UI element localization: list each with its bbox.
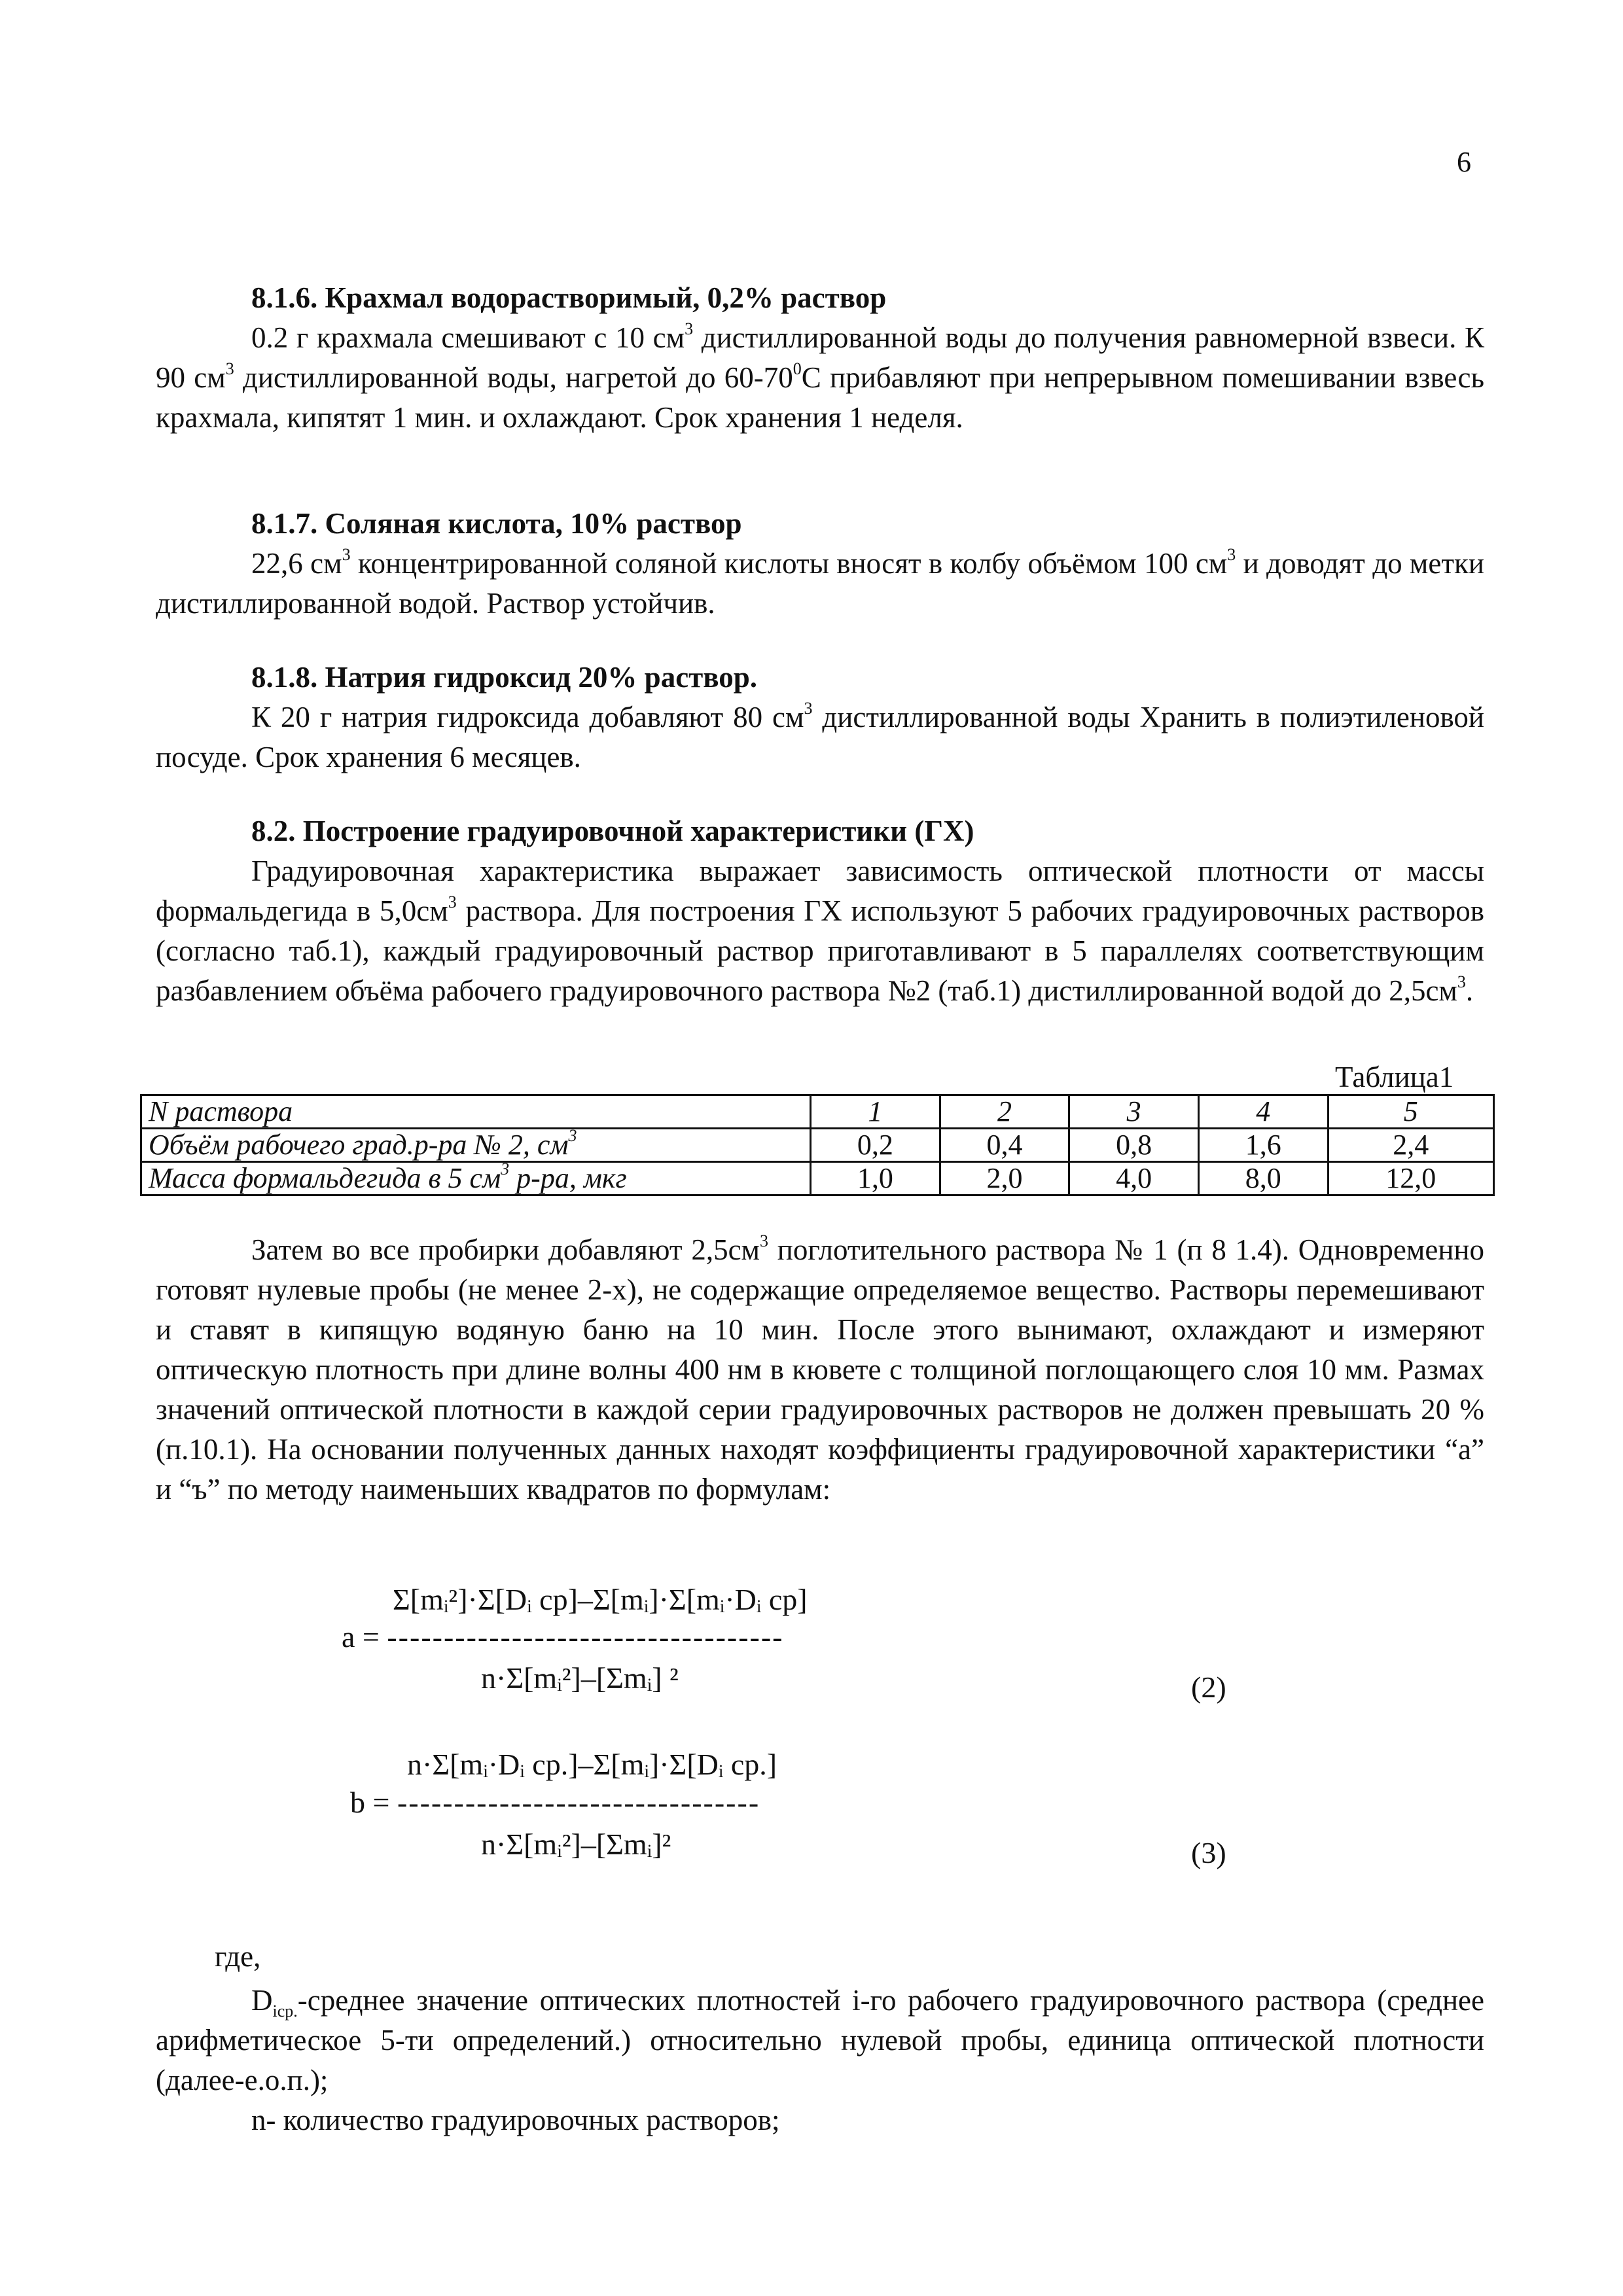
paragraph: 22,6 $см^3$ концентрированной соляной кислоты вносят в колбу объёмом 100 $см^3$ и доводят до метки дистиллированной водой. Раствор устойчив.	[156, 545, 1484, 620]
row-header: Масса формальдегида в 5 $см^3$ р-ра, мкг	[141, 1162, 811, 1195]
table-cell: 0,8	[1069, 1129, 1199, 1162]
page-number: 6	[1457, 146, 1471, 178]
section-8-1-7	[156, 504, 1484, 624]
table-row	[141, 1162, 1494, 1195]
section-8-1-8	[156, 658, 1484, 777]
paragraph: Затем во все пробирки добавляют $2,5см^3$ поглотительного раствора № 1 (п 8 1.4). Одновременно готовят нулевые пробы (не менее 2-х), не содержащие определяемое вещество. Растворы перемешивают и ставят в кипящую водяную баню на 10 мин. После этого вынимают, охлаждают и измеряют оптическую плотность при длине волны 400 нм в кювете с толщиной поглощающего слоя 10 мм. Размах значений оптической плотности в каждой серии градуировочных растворов не должен превышать 20 % (п.10.1). На основании полученных данных находят коэффициенты градуировочной характеристики “а” и “ъ” по методу наименьших квадратов по формулам:	[156, 1231, 1484, 1506]
equation-number: (3)	[1191, 1836, 1226, 1869]
table-caption: Таблица1	[1335, 1061, 1454, 1093]
formula-b-denominator: n·Σ[mᵢ²]–[Σmᵢ]²	[481, 1828, 671, 1861]
section-8-1-6	[156, 278, 1484, 438]
formula-b-fraction-line: b = --------------------------------	[350, 1786, 760, 1819]
row-header: N раствора	[141, 1095, 811, 1129]
table-cell: 8,0	[1198, 1162, 1328, 1195]
formula-a-numerator: Σ[mᵢ²]·Σ[Dᵢ ср]–Σ[mᵢ]·Σ[mᵢ·Dᵢ ср]	[393, 1583, 808, 1616]
table-cell: 5	[1328, 1095, 1493, 1129]
table-cell: 2,4	[1328, 1129, 1493, 1162]
paragraph: К 20 г натрия гидроксида добавляют 80 $см^3$ дистиллированной воды Хранить в полиэтиленовой посуде. Срок хранения 6 месяцев.	[156, 699, 1485, 773]
section-heading: 8.1.8. Натрия гидроксид 20% раствор.	[251, 661, 758, 694]
row-header: Объём рабочего град.р-ра № 2, $см^3$	[141, 1129, 811, 1162]
table-cell: 4	[1198, 1095, 1328, 1129]
equation-number: (2)	[1191, 1670, 1226, 1704]
section-8-2	[156, 811, 1484, 1011]
paragraph: 0.2 г крахмала смешивают с 10 $см^3$ дистиллированной воды до получения равномерной взвеси. К 90 $см^3$ дистиллированной воды, нагретой до $60-70^0С$ прибавляют при непрерывном помешивании взвесь крахмала, кипятят 1 мин. и охлаждают. Срок хранения 1 неделя.	[156, 319, 1484, 434]
section-procedure	[156, 1230, 1484, 1510]
table-cell: 1,6	[1198, 1129, 1328, 1162]
where-label: где,	[215, 1940, 261, 1973]
section-heading: 8.2. Построение градуировочной характеристики (ГХ)	[251, 815, 974, 847]
table-cell: 1,0	[811, 1162, 940, 1195]
definition-n: n- количество градуировочных растворов;	[251, 2104, 780, 2136]
table-cell: 2,0	[940, 1162, 1069, 1195]
data-table	[140, 1094, 1495, 1196]
paragraph: Градуировочная характеристика выражает зависимость оптической плотности от массы формальдегида в $5,0см^3$ раствора. Для построения ГХ используют 5 рабочих градуировочных растворов (согласно таб.1), каждый градуировочный раствор приготавливают в 5 параллелях соответствующим разбавлением объёма рабочего градуировочного раствора №2 (таб.1) дистиллированной водой до $2,5см^3$.	[156, 855, 1485, 1007]
definition-d: $D_{iср.}$-среднее значение оптических плотностей i-го рабочего градуировочного раствора (среднее арифметическое 5-ти определений.) относительно нулевой пробы, единица оптической плотности (далее-е.о.п.);	[156, 1984, 1484, 2096]
section-definitions	[156, 1937, 1484, 2140]
table-row	[141, 1095, 1494, 1129]
section-heading: 8.1.6. Крахмал водорастворимый, 0,2% раствор	[251, 281, 887, 314]
formula-a-fraction-line: a = -----------------------------------	[342, 1620, 784, 1653]
formula-a-denominator: n·Σ[mᵢ²]–[Σmᵢ] ²	[481, 1661, 679, 1695]
table-row	[141, 1129, 1494, 1162]
table-cell: 0,2	[811, 1129, 940, 1162]
table-cell: 0,4	[940, 1129, 1069, 1162]
table-cell: 3	[1069, 1095, 1199, 1129]
formula-b-numerator: n·Σ[mᵢ·Dᵢ ср.]–Σ[mᵢ]·Σ[Dᵢ ср.]	[407, 1748, 777, 1781]
table-cell: 4,0	[1069, 1162, 1199, 1195]
table-cell: 1	[811, 1095, 940, 1129]
section-heading: 8.1.7. Соляная кислота, 10% раствор	[251, 507, 742, 540]
table-cell: 2	[940, 1095, 1069, 1129]
table-cell: 12,0	[1328, 1162, 1493, 1195]
